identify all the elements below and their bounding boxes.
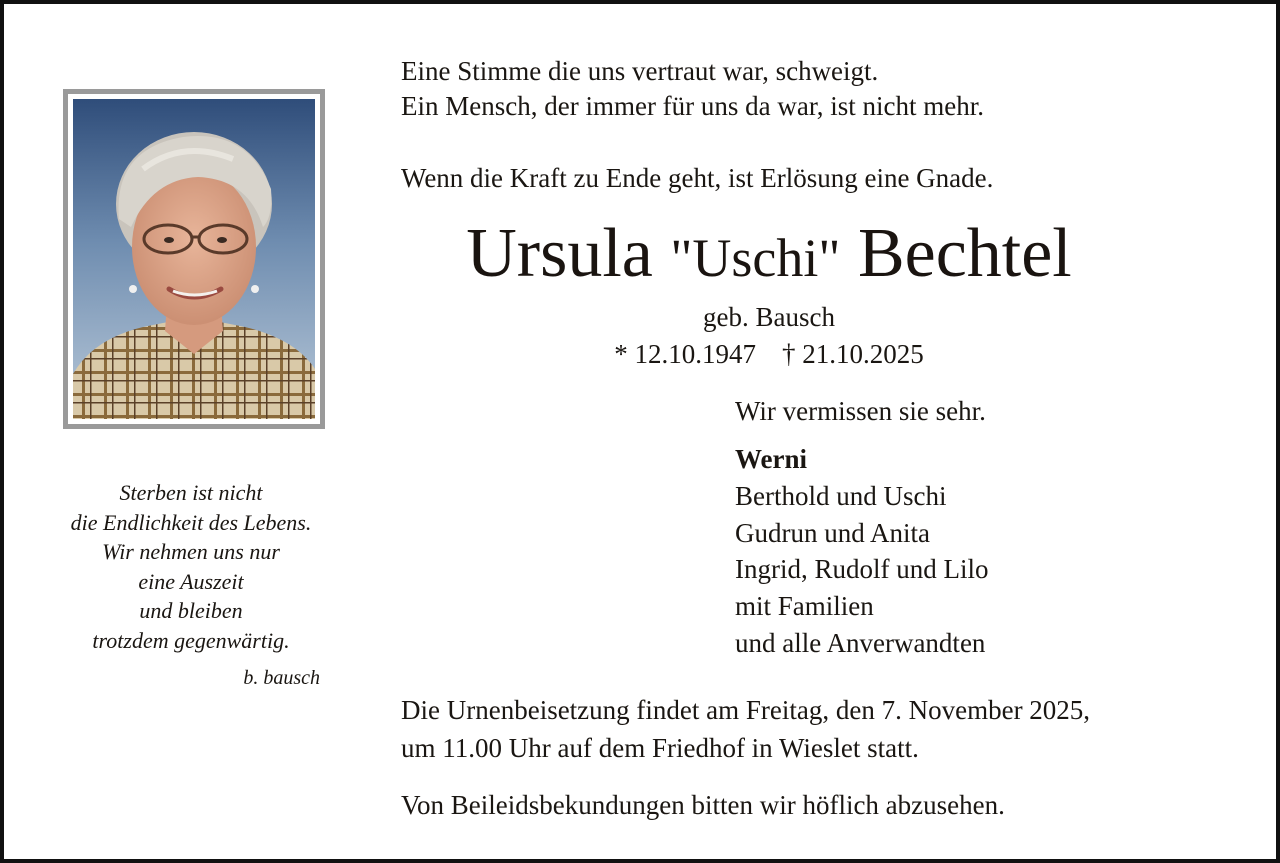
mourner-name: Werni bbox=[735, 444, 807, 474]
verse-line-1: Eine Stimme die uns vertraut war, schweigt. bbox=[401, 56, 879, 86]
verse-line-3: Wenn die Kraft zu Ende geht, ist Erlösung eine Gnade. bbox=[401, 163, 994, 193]
verse-line-2: Ein Mensch, der immer für uns da war, ist nicht mehr. bbox=[401, 91, 985, 121]
mourner-name: mit Familien bbox=[735, 591, 874, 622]
deceased-name bbox=[384, 212, 1154, 300]
memorial-poem bbox=[34, 478, 348, 655]
portrait-photo-frame bbox=[63, 89, 325, 429]
portrait-photo bbox=[73, 99, 315, 419]
farewell-message: Wir vermissen sie sehr. bbox=[735, 396, 986, 426]
mourners-list bbox=[735, 441, 988, 662]
condolences-note: Von Beileidsbekundungen bitten wir höflich abzusehen. bbox=[401, 790, 1005, 820]
maiden-name: geb. Bausch bbox=[703, 302, 835, 332]
funeral-info-line-2: um 11.00 Uhr auf dem Friedhof in Wieslet statt. bbox=[401, 733, 919, 763]
poem-author: b. bausch bbox=[243, 667, 320, 689]
poem-line: trotzdem gegenwärtig. bbox=[92, 627, 290, 653]
mourner-name: Ingrid, Rudolf und Lilo bbox=[735, 554, 989, 585]
poem-line: eine Auszeit bbox=[138, 568, 244, 594]
birth-date: * 12.10.1947 bbox=[614, 339, 756, 369]
poem-line: Wir nehmen uns nur bbox=[102, 539, 280, 564]
poem-line: die Endlichkeit des Lebens. bbox=[70, 509, 312, 535]
poem-line: und bleiben bbox=[139, 598, 243, 623]
mourner-name: und alle Anverwandten bbox=[735, 627, 986, 658]
death-date: † 21.10.2025 bbox=[782, 339, 924, 369]
mourner-name: Berthold und Uschi bbox=[735, 480, 947, 511]
funeral-info-line-1: Die Urnenbeisetzung findet am Freitag, den 7. November 2025, bbox=[401, 695, 1091, 725]
first-name: Ursula bbox=[466, 215, 653, 292]
poem-line: Sterben ist nicht bbox=[119, 480, 263, 505]
last-name: Bechtel bbox=[857, 215, 1072, 292]
mourner-name: Gudrun und Anita bbox=[735, 517, 930, 548]
life-dates bbox=[384, 337, 1154, 371]
nickname: "Uschi" bbox=[670, 228, 841, 288]
